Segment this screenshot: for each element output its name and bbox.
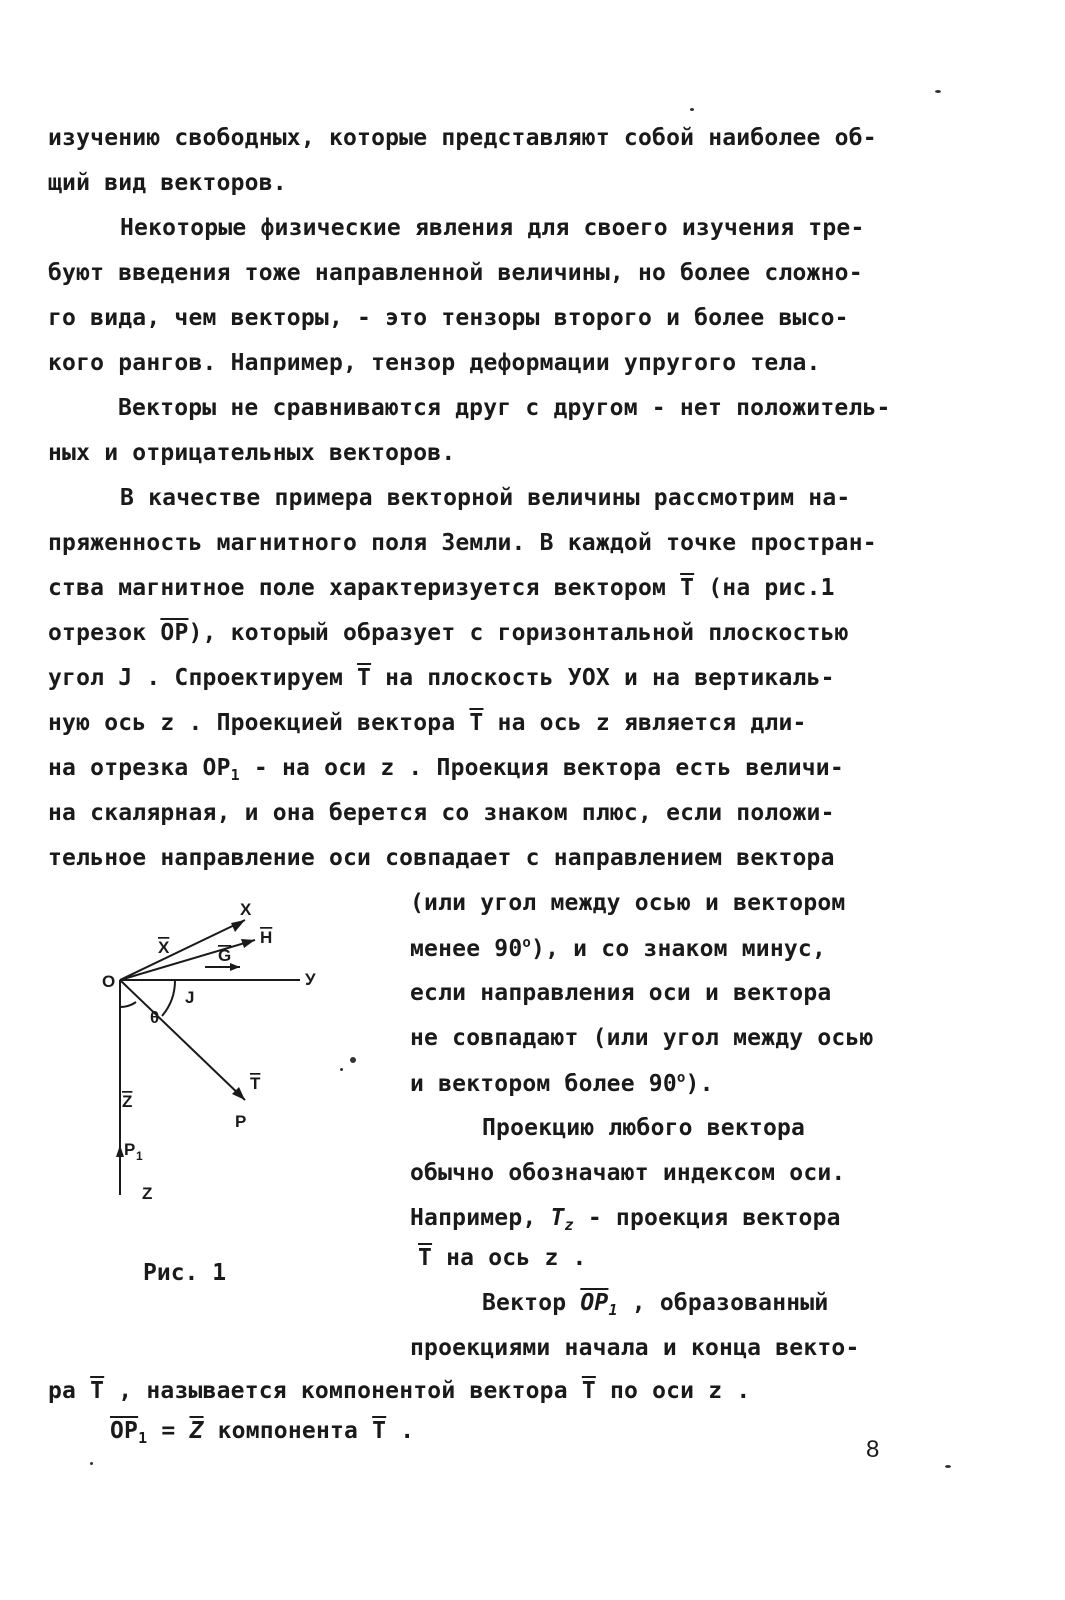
text-line-15: [48, 755, 844, 784]
vector-symbol: $\overline{OP}$: [160, 620, 189, 646]
text-span: (на рис.1: [694, 575, 835, 601]
text-span: Вектор: [482, 1290, 581, 1316]
text-line-20: если направления оси и вектора: [410, 980, 832, 1006]
text-span: компонента: [203, 1418, 373, 1444]
label-theta: θ: [150, 1008, 160, 1027]
text-line-27: [482, 1290, 828, 1319]
text-line-17: тельное направление оси совпадает с направлением вектора: [48, 845, 835, 871]
text-span: отрезок: [48, 620, 161, 646]
text-line-19: [410, 935, 826, 962]
subscript: z: [564, 1216, 574, 1234]
text-line-24: обычно обозначают индексом оси.: [410, 1160, 846, 1186]
text-line-9: В качестве примера векторной величины рассмотрим на-: [120, 485, 851, 511]
text-span: =: [147, 1418, 190, 1444]
label-z: Z: [142, 1184, 153, 1203]
label-g: G: [218, 946, 232, 965]
text-line-5: го вида, чем векторы, - это тензоры второго и более высо-: [48, 305, 849, 331]
label-origin: O: [102, 972, 116, 991]
text-span: по оси z .: [595, 1378, 751, 1404]
subscript: 1: [138, 1429, 148, 1447]
text-span: угол J . Спроектируем: [48, 665, 358, 691]
scan-speck: [690, 108, 694, 111]
label-j: J: [185, 988, 195, 1007]
t-vector-line: [120, 980, 245, 1100]
vector-symbol: $\overline{T}$: [581, 1378, 596, 1404]
vector-symbol: $\overline{T}$: [680, 575, 695, 601]
label-p: P: [235, 1112, 247, 1131]
text-span: на ось z является дли-: [483, 710, 807, 736]
angle-j-arc: [162, 980, 175, 1016]
label-p1-sub: 1: [136, 1149, 143, 1163]
text-span: и вектором более 90: [410, 1071, 677, 1097]
scan-speck: [90, 1462, 93, 1465]
superscript: o: [522, 935, 532, 951]
label-t: T: [250, 1074, 261, 1093]
label-x: X: [240, 900, 252, 919]
text-line-10: пряженность магнитного поля Земли. В каждой точке простран-: [48, 530, 877, 556]
superscript: o: [676, 1070, 686, 1086]
g-arrowhead: [230, 963, 240, 971]
text-span: .: [386, 1418, 415, 1444]
text-line-7: Векторы не сравниваются друг с другом - нет положитель-: [118, 395, 891, 421]
projection-symbol: T: [550, 1205, 565, 1231]
scan-speck: [340, 1068, 343, 1071]
text-line-13: [48, 665, 835, 691]
text-span: , образованный: [617, 1290, 829, 1316]
vector-symbol: $\overline{OP}$: [110, 1418, 139, 1444]
text-span: Например,: [410, 1205, 551, 1231]
h-arrowhead: [241, 939, 255, 948]
text-line-3: Некоторые физические явления для своего изучения тре-: [120, 215, 865, 241]
text-span: ства магнитное поле характеризуется вектором: [48, 575, 681, 601]
label-p1: P: [124, 1140, 136, 1159]
text-line-11: [48, 575, 835, 601]
text-line-21: не совпадают (или угол между осью: [410, 1025, 874, 1051]
vector-symbol: $\overline{OP}$: [580, 1290, 609, 1316]
text-line-26: [418, 1245, 587, 1271]
text-span: - проекция вектора: [573, 1205, 841, 1231]
text-line-6: кого рангов. Например, тензор деформации упругого тела.: [48, 350, 821, 376]
text-line-22: [410, 1070, 714, 1097]
text-line-1: изучению свободных, которые представляют собой наиболее об-: [48, 125, 877, 151]
h-vector-line: [120, 940, 255, 980]
text-line-16: на скалярная, и она берется со знаком плюс, если положи-: [48, 800, 835, 826]
x-arrowhead: [231, 920, 245, 932]
vector-figure: [100, 895, 340, 1225]
text-line-2: щий вид векторов.: [48, 170, 287, 196]
text-line-14: [48, 710, 807, 736]
text-line-18: (или угол между осью и вектором: [410, 890, 846, 916]
text-span: ), который образует с горизонтальной плоскостью: [188, 620, 849, 646]
figure-caption: Рис. 1: [143, 1260, 227, 1286]
vector-symbol: $\overline{Z}$: [189, 1418, 204, 1444]
text-line-25: [410, 1205, 841, 1234]
text-span: ную ось z . Проекцией вектора: [48, 710, 470, 736]
p1-arrowhead: [116, 1145, 124, 1157]
text-span: на плоскость УОХ и на вертикаль-: [371, 665, 835, 691]
vector-symbol: $\overline{T}$: [372, 1418, 387, 1444]
subscript: 1: [608, 1301, 618, 1319]
scan-speck: [350, 1057, 356, 1063]
text-line-30: [110, 1418, 414, 1447]
text-line-8: ных и отрицательных векторов.: [48, 440, 456, 466]
text-span: - на оси z . Проекция вектора есть величи-: [239, 755, 844, 781]
text-line-12: [48, 620, 849, 646]
vector-symbol: $\overline{T}$: [90, 1378, 105, 1404]
text-span: на ось z .: [432, 1245, 587, 1271]
subscript: 1: [230, 766, 240, 784]
text-span: , называется компонентой вектора: [104, 1378, 582, 1404]
vector-symbol: $\overline{T}$: [418, 1245, 433, 1271]
text-span: ), и со знаком минус,: [531, 936, 827, 962]
vector-symbol: $\overline{T}$: [357, 665, 372, 691]
label-x-vec: X: [158, 938, 170, 957]
page-number: 8: [866, 1436, 880, 1463]
text-span: ра: [48, 1378, 91, 1404]
text-span: на отрезка OP: [48, 755, 231, 781]
label-y: У: [305, 970, 316, 989]
label-z-vec: Z: [122, 1092, 133, 1111]
scan-speck: [945, 1465, 951, 1468]
text-line-23: Проекцию любого вектора: [482, 1115, 806, 1141]
label-h: H: [260, 928, 273, 947]
vector-symbol: $\overline{T}$: [469, 710, 484, 736]
angle-theta-arc: [120, 1002, 136, 1007]
text-line-28: проекциями начала и конца векто-: [410, 1335, 860, 1361]
text-line-29: [48, 1378, 750, 1404]
text-line-4: буют введения тоже направленной величины, но более сложно-: [48, 260, 863, 286]
text-span: ).: [685, 1071, 714, 1097]
scan-speck: [935, 90, 941, 93]
text-span: менее 90: [410, 936, 523, 962]
